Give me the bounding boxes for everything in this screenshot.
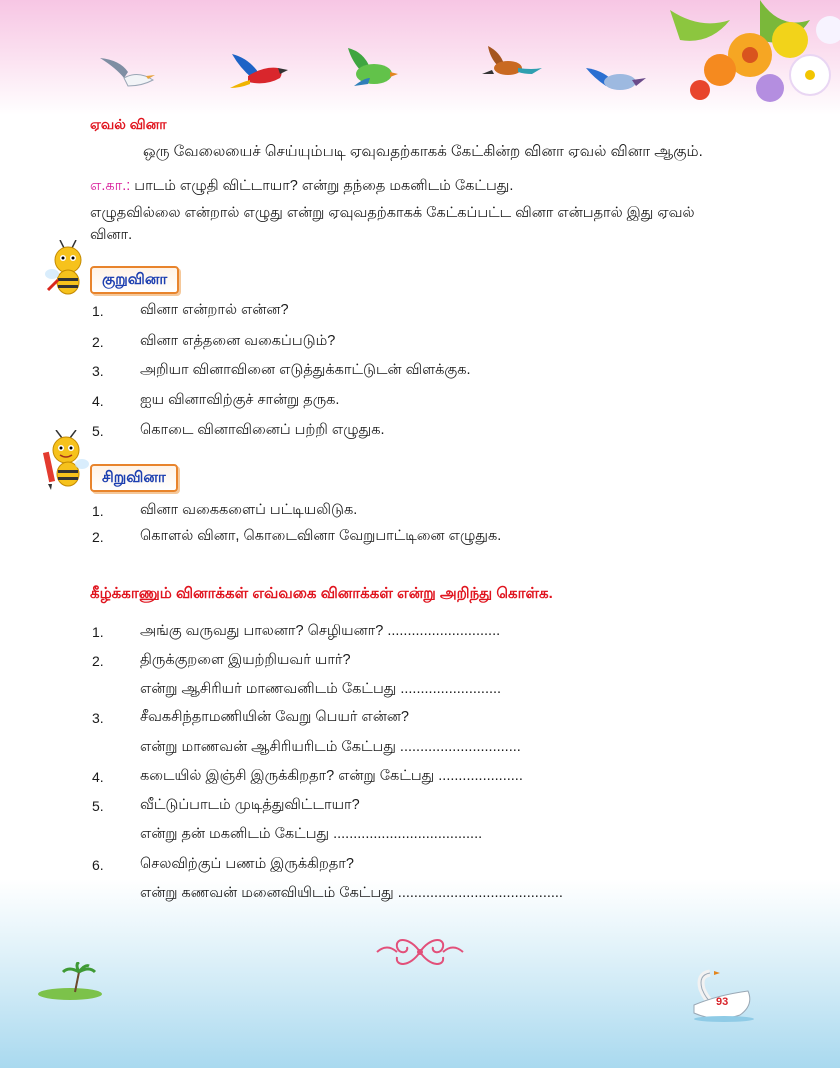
example-line xyxy=(90,176,513,196)
seagull-icon xyxy=(98,50,156,92)
list-item-number: 3. xyxy=(92,710,104,726)
list-item: வினா எத்தனை வகைப்படும்? xyxy=(140,333,336,349)
list-item-number: 3. xyxy=(92,363,104,379)
ornament-divider-icon xyxy=(375,935,465,969)
list-item: வீட்டுப்பாடம் முடித்துவிட்டாயா? xyxy=(140,797,360,813)
kuruvina-badge: குறுவினா xyxy=(90,266,179,294)
list-item: சீவகசிந்தாமணியின் வேறு பெயர் என்ன? xyxy=(140,709,410,725)
explanation-line-1: எழுதவில்லை என்றால் எழுது என்று ஏவுவதற்காகக் கேட்கப்பட்ட வினா என்பதால் இது ஏவல் xyxy=(90,205,695,221)
list-item-continuation: என்று மாணவன் ஆசிரியரிடம் கேட்பது .............................. xyxy=(140,739,521,755)
list-item-continuation: என்று ஆசிரியர் மாணவனிடம் கேட்பது ......................... xyxy=(140,681,502,697)
list-item-number: 5. xyxy=(92,798,104,814)
list-item-continuation: என்று தன் மகனிடம் கேட்பது ..................................... xyxy=(140,826,483,842)
list-item-number: 2. xyxy=(92,529,104,545)
bee-eater-icon xyxy=(478,44,544,84)
bee-with-pencil-icon xyxy=(42,430,90,490)
list-item-number: 2. xyxy=(92,334,104,350)
siruvina-badge: சிறுவினா xyxy=(90,464,178,492)
list-item-number: 2. xyxy=(92,653,104,669)
flower-decoration-icon xyxy=(640,0,840,110)
macaw-icon xyxy=(228,48,294,92)
roller-bird-icon xyxy=(582,58,648,98)
green-bird-icon xyxy=(340,44,400,92)
section-title-eval-vina: ஏவல் வினா xyxy=(90,116,167,132)
list-item: செலவிற்குப் பணம் இருக்கிறதா? xyxy=(140,856,354,872)
list-item: திருக்குறளை இயற்றியவர் யார்? xyxy=(140,652,351,668)
palm-island-icon xyxy=(35,962,105,1002)
example-label: எ.கா.: xyxy=(90,178,131,194)
list-item-number: 4. xyxy=(92,393,104,409)
list-item: வினா என்றால் என்ன? xyxy=(140,302,289,318)
exercise-title: கீழ்க்காணும் வினாக்கள் எவ்வகை வினாக்கள் என்று அறிந்து கொள்க. xyxy=(90,585,553,602)
page-number: 93 xyxy=(716,996,729,1008)
list-item-number: 1. xyxy=(92,624,104,640)
list-item-continuation: என்று கணவன் மனைவியிடம் கேட்பது ......................................... xyxy=(140,885,563,901)
list-item-number: 1. xyxy=(92,503,104,519)
list-item-number: 5. xyxy=(92,423,104,439)
list-item: வினா வகைகளைப் பட்டியலிடுக. xyxy=(140,502,358,518)
list-item: கொளல் வினா, கொடைவினா வேறுபாட்டினை எழுதுக. xyxy=(140,528,502,544)
list-item: அறியா வினாவினை எடுத்துக்காட்டுடன் விளக்குக. xyxy=(140,362,471,378)
list-item: ஐய வினாவிற்குச் சான்று தருக. xyxy=(140,392,340,408)
list-item-number: 1. xyxy=(92,303,104,319)
list-item-number: 4. xyxy=(92,769,104,785)
definition-text: ஒரு வேலையைச் செய்யும்படி ஏவுவதற்காகக் கேட்கின்ற வினா ஏவல் வினா ஆகும். xyxy=(143,143,703,160)
bee-mascot-icon xyxy=(44,240,90,296)
list-item-number: 6. xyxy=(92,857,104,873)
list-item: கொடை வினாவினைப் பற்றி எழுதுக. xyxy=(140,422,385,438)
example-text: பாடம் எழுதி விட்டாயா? என்று தந்தை மகனிடம் கேட்பது. xyxy=(134,178,514,194)
list-item: கடையில் இஞ்சி இருக்கிறதா? என்று கேட்பது ..................... xyxy=(140,768,523,784)
list-item: அங்கு வருவது பாலனா? செழியனா? ............................ xyxy=(140,623,501,639)
explanation-line-2: வினா. xyxy=(90,227,133,243)
